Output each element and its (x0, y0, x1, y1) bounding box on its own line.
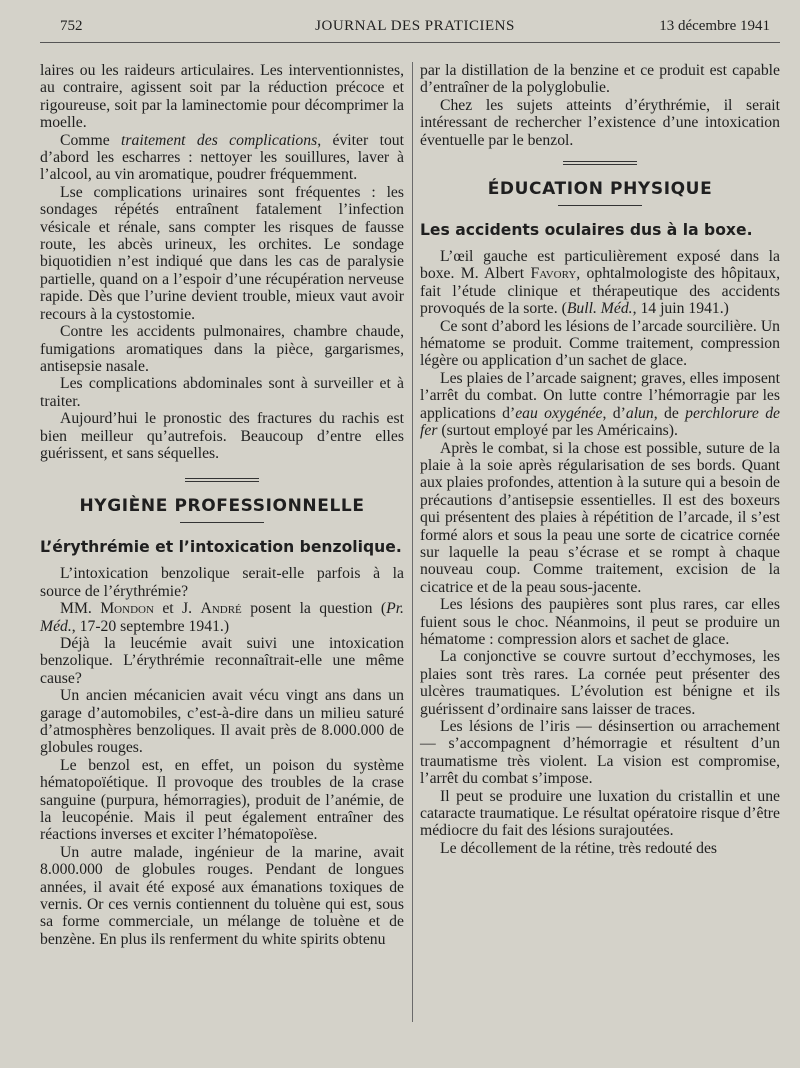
paragraph: Déjà la leucémie avait suivi une intoxication benzolique. L’érythrémie reconnaîtrait-elle une même cause? (40, 634, 404, 687)
author-name: Favory (530, 265, 577, 283)
paragraph: Chez les sujets atteints d’érythrémie, il serait intéressant de rechercher l’existence d’une intoxication éventuelle par le benzol. (420, 96, 780, 149)
paragraph: La conjonctive se couvre surtout d’ecchymoses, les plaies sont très rares. La cornée peut présenter des ulcères traumatiques. L’évolution est bénigne et ils guérissent d’ordinaire sans laisser de traces. (420, 648, 780, 718)
paragraph: Contre les accidents pulmonaires, chambre chaude, fumigations aromatiques dans la pièce, gargarismes, antisepsie nasale. (40, 323, 404, 375)
paragraph: Le décollement de la rétine, très redouté des (440, 839, 718, 857)
issue-date: 13 décembre 1941 (659, 18, 770, 34)
subsection-title-erythremie: L’érythrémie et l’intoxication benzolique. (40, 538, 402, 557)
text-run: , de (653, 404, 686, 422)
text-run: , 14 juin 1941.) (632, 300, 729, 318)
paragraph: L’intoxication benzolique serait-elle parfois à la source de l’érythrémie? (40, 565, 404, 600)
paragraph: Après le combat, si la chose est possible, suture de la plaie à la soie après régularisation de ses bords. Quant aux plaies profondes, attention à la suture qui a besoin de précautions d’antisepsie essentielles. Il est des boxeurs qui présentent des plaies à répétition de l’arcade, il s’est formé alors et sous la peau une sorte de cicatrice cornée sur laquelle la peau s’écrase et se rompt à chaque nouveau coup. Comme traitement, excision de la cicatrice et de la peau sous-jacente. (420, 439, 780, 596)
text-run: (surtout employé par les Américains). (437, 422, 678, 440)
section-separator (563, 161, 637, 165)
citation-journal: Bull. Méd. (566, 300, 633, 318)
italic-run: perchlorure de fer (420, 404, 781, 440)
text-run: Les plaies de l’arcade saignent; graves, elles imposent l’arrêt du combat. On lutte contre l’hémorragie par les applications d’ (420, 369, 780, 422)
section-title-education: ÉDUCATION PHYSIQUE (487, 179, 713, 200)
text-run: MM. (60, 600, 101, 618)
paragraph (40, 132, 404, 184)
column-divider (412, 62, 413, 1022)
text-run: L’œil gauche est particulièrement exposé dans la boxe. M. Albert (420, 248, 780, 283)
subsection-title-boxe: Les accidents oculaires dus à la boxe. (420, 221, 753, 240)
paragraph: laires ou les raideurs articulaires. Les interventionnistes, au contraire, agissent soit par la réduction précoce et rigoureuse, soit par la laminectomie pour décomprimer la moelle. (40, 62, 404, 132)
paragraph: Les lésions des paupières sont plus rares, car elles fuient sous le choc. Néanmoins, il peut se produire un hématome : compression alors et sachet de glace. (420, 596, 780, 648)
text-run: et J. (153, 600, 201, 618)
paragraph: Les complications abdominales sont à surveiller et à traiter. (40, 375, 404, 410)
paragraph: Aujourd’hui le pronostic des fractures du rachis est bien meilleur qu’autrefois. Beaucoup d’entre elles guérissent, et sans séquelles. (40, 410, 404, 462)
paragraph: Le benzol est, en effet, un poison du système hématopoïétique. Il provoque des troubles de la crase sanguine (purpura, hémorragies), produit de l’anémie, de la leucopénie. Mais il peut également entraîner des réactions inverses et exciter l’hématopoïèse. (40, 756, 404, 844)
paragraph (420, 248, 780, 318)
text-run: Comme (60, 131, 122, 149)
author-name: Mondon (100, 600, 154, 618)
citation-journal: Pr. Méd. (40, 600, 404, 635)
paragraph: Un ancien mécanicien avait vécu vingt ans dans un garage d’automobiles, c’est-à-dire dans un milieu saturé d’atmosphères benzoliques. Il avait près de 8.000.000 de globules rouges. (40, 687, 404, 757)
text-run: , ophtalmologiste des hôpitaux, fait l’étude clinique et thérapeutique des accidents provoqués de la sorte. ( (420, 265, 780, 318)
text-run: , éviter tout d’abord les escharres : nettoyer les souillures, laver à l’alcool, au vin aromatique, poudrer fréquemment. (40, 131, 404, 184)
paragraph: Il peut se produire une luxation du cristallin et une cataracte traumatique. Le résultat opératoire risque d’être médiocre du fait des lésions surajoutées. (420, 787, 780, 840)
running-header (60, 18, 770, 40)
italic-run: eau oxygénée (515, 404, 603, 422)
paragraph (420, 370, 780, 440)
author-name: André (200, 600, 242, 618)
paragraph: Un autre malade, ingénieur de la marine, avait 8.000.000 de globules rouges. Pendant de longues années, il avait été exposé aux émanations toxiques de vernis. Or ces vernis contiennent du toluène qui est, sous sa forme commerciale, un mélange de toluène et de benzène. En plus ils renferment du white spirits obtenu (40, 843, 404, 948)
paragraph: par la distillation de la benzine et ce produit est capable d’entraîner de la polyglobulie. (420, 62, 780, 97)
text-run: posent la question ( (241, 600, 387, 618)
paragraph: Les lésions de l’iris — désinsertion ou arrachement — s’accompagnent d’hémorragie et résultent d’un traumatisme très violent. La vision est compromise, l’arrêt du combat s’impose. (420, 718, 780, 788)
journal-title: JOURNAL DES PRATICIENS (315, 18, 515, 34)
header-rule (40, 42, 780, 43)
paragraph (40, 600, 404, 635)
title-underline (558, 205, 642, 206)
paragraph: Ce sont d’abord les lésions de l’arcade sourcilière. Un hématome se produit. Comme traitement, compression légère ou application d’un sachet de glace. (420, 317, 780, 370)
section-title-hygiene: HYGIÈNE PROFESSIONNELLE (79, 496, 365, 517)
paragraph: Lse complications urinaires sont fréquentes : les sondages répétés entraînent fatalement l’infection vésicale et rénale, sans compter les risques de fausse route, les abcès urineux, les orchites. Le sondage biquotidien n’est indiqué que dans les cas de paralysie partielle, quand on a l’espoir d’une récupération nerveuse rapide. Dès que l’urine devient trouble, mieux vaut avoir recours à la cystostomie. (40, 183, 404, 323)
left-column (40, 62, 404, 1042)
title-underline (180, 522, 264, 523)
page-number: 752 (60, 18, 83, 34)
italic-run: alun (625, 404, 654, 422)
text-run: , 17-20 septembre 1941.) (71, 617, 230, 635)
text-run: , d’ (602, 404, 626, 422)
italic-run: traitement des complications (121, 131, 318, 149)
section-separator (185, 478, 259, 482)
right-column (420, 62, 780, 1042)
